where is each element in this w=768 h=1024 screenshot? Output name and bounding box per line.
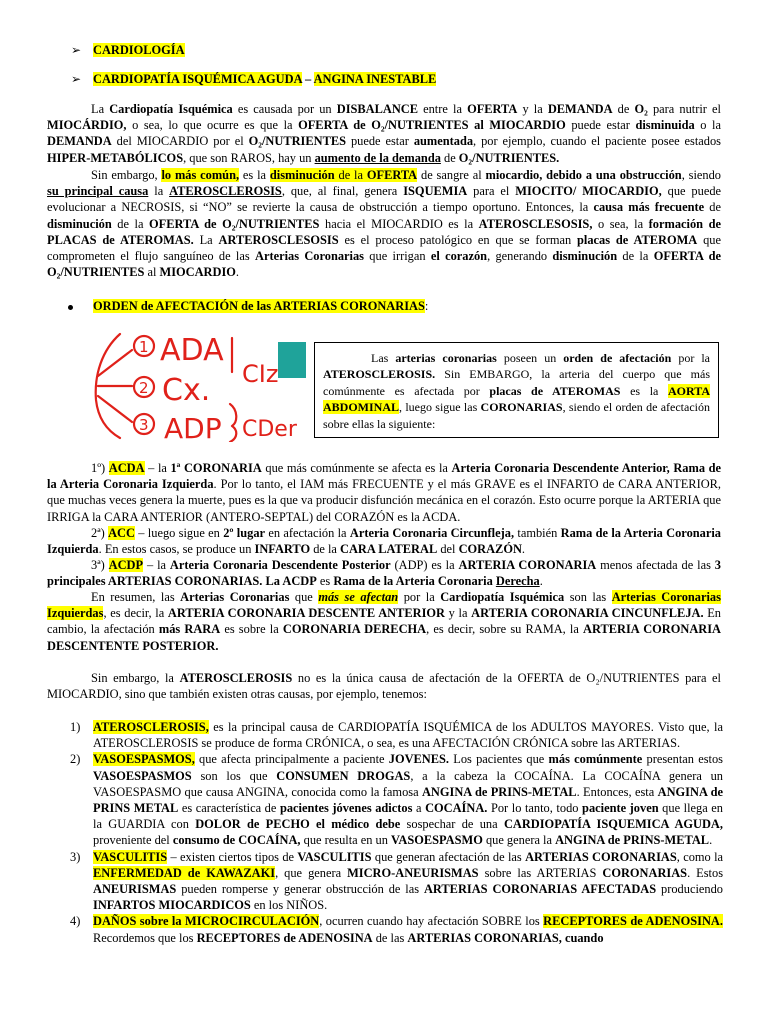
intro-paragraph: La Cardiopatía Isquémica es causada por un DISBALANCE entre la OFERTA y la DEMANDA de O₂ para nutrir el MIOCÁRDIO, o sea, lo que ocurre es que la OFERTA de O₂/NUTRIENTES al MIOCARDIO puede estar disminuida o la DEMANDA del MIOCARDIO por el O₂/NUTRIENTES puede estar aumentada, por ejemplo, cuando el paciente posee estados HIPER-METABÓLICOS, que son RAROS, hay un aumento de la demanda de O₂/NUTRIENTES. xyxy=(47,102,721,165)
heading-cardiopatia: CARDIOPATÍA ISQUÉMICA AGUDA – ANGINA INESTABLE xyxy=(93,72,437,86)
sketch-num-3: 3 xyxy=(139,416,149,434)
obstruction-paragraph: Sin embargo, lo más común, es la disminución de la OFERTA de sangre al miocardio, debido a una obstrucción, siendo su principal causa la ATEROSCLEROSIS, que, al final, genera ISQUEMIA para el MIOCITO/ MIOCARDIO, que puede evolucionar a NECROSIS, si “NO” se revierte la causa de obstrucción a tiempo oportuno. Entonces, la causa más frecuente de disminución de la OFERTA de O₂/NUTRIENTES hacia el MIOCARDIO es la ATEROSCLESOSIS, o sea, la formación de PLACAS de ATEROMAS. La ARTEROSCLESOSIS es el proceso patológico en que se forman placas de ATEROMA que comprometen el flujo sanguíneo de las Arterias Coronarias que irrigan el corazón, generando disminución de la OFERTA de O₂/NUTRIENTES al MIOCARDIO. xyxy=(47,168,722,280)
acc-paragraph: 2ª) ACC – luego sigue en 2º lugar en afectación la Arteria Coronaria Circunfleja, también Rama de la Arteria Coronaria Izquierda. En estos casos, se produce un INFARTO de la CARA LATERAL del CORAZÓN. xyxy=(47,526,721,557)
sketch-label-cx: Cx. xyxy=(162,373,211,408)
sketch-label-ciz: CIz xyxy=(242,360,279,388)
bullet-dot-icon xyxy=(68,305,73,310)
causes-list xyxy=(47,719,723,946)
sketch-label-cder: CDer xyxy=(242,417,297,442)
list-item-vasculitis: 3) VASCULITIS – existen ciertos tipos de VASCULITIS que generan afectación de las ARTERIAS CORONARIAS, como la ENFERMEDAD de KAWAZAKI, que genera MICRO-ANEURISMAS sobre las ARTERIAS CORONARIAS. Estos ANEURISMAS pueden romperse y generar obstrucción de las ARTERIAS CORONARIAS AFECTADAS produciendo INFARTOS MIOCARDICOS en los NIÑOS. xyxy=(70,849,724,913)
handwritten-coronary-sketch xyxy=(92,330,312,442)
arrow-bullet-icon: ➢ xyxy=(71,72,82,86)
summary-paragraph: En resumen, las Arterias Coronarias que más se afectan por la Cardiopatía Isquémica son las Arterias Coronarias Izquierdas, es decir, la ARTERIA CORONARIA DESCENTE ANTERIOR y la ARTERIA CORONARIA CINCUNFLEJA. En cambio, la afectación más RARA es sobre la CORONARIA DERECHA, es decir, sobre su RAMA, la ARTERIA CORONARIA DESCENTENTE POSTERIOR. xyxy=(47,590,722,653)
sketch-teal-mark xyxy=(278,342,306,378)
list-item-vasoespasmos: 2) VASOESPASMOS, que afecta principalmente a paciente JOVENES. Los pacientes que más comúnmente presentan estos VASOESPASMOS son los que CONSUMEN DROGAS, a la cabeza la COCAÍNA. La COCAÍNA genera un VASOESPASMO que causa ANGINA, conocida como la famosa ANGINA de PRINS-METAL. Entonces, esta ANGINA de PRINS METAL es característica de pacientes jóvenes adictos a COCAÍNA. Por lo tanto, todo paciente joven que llega en la GUARDIA con DOLOR de PECHO el médico debe sospechar de una CARDIOPATÍA ISQUEMICA AGUDA, proveniente del consumo de COCAÍNA, que resulta en un VASOESPASMO que genera la ANGINA de PRINS-METAL. xyxy=(70,752,723,848)
list-item-microcirculacion: 4) DAÑOS sobre la MICROCIRCULACIÓN, ocurren cuando hay afectación SOBRE los RECEPTORES de ADENOSINA. Recordemos que los RECEPTORES de ADENOSINA de las ARTERIAS CORONARIAS, cuando xyxy=(70,914,723,945)
note-box: Las arterias coronarias poseen un orden de afectación por la ATEROSCLEROSIS. Sin EMBARGO, la arteria del cuerpo que más comúnmente es afectada por placas de ATEROMAS es la AORTA ABDOMINAL, luego sigue las CORONARIAS, siendo el orden de afectación sobre ellas la siguiente: xyxy=(314,342,719,438)
sketch-label-ada: ADA xyxy=(160,333,224,368)
sketch-label-adp: ADP xyxy=(164,412,222,442)
heading-orden-afectacion: ORDEN de AFECTACIÓN de las ARTERIAS CORONARIAS: xyxy=(93,299,429,313)
heading-cardiologia: CARDIOLOGÍA xyxy=(93,43,185,57)
list-item-aterosclerosis: 1) ATEROSCLEROSIS, es la principal causa de CARDIOPATÍA ISQUÉMICA de los ADULTOS MAYORES. Visto que, la ATEROSCLEROSIS se produce de forma CRÓNICA, o sea, es una AFECTACIÓN CRÓNICA sobre las ARTERIAS. xyxy=(70,720,723,751)
acda-paragraph: 1º) ACDA – la 1ª CORONARIA que más comúnmente se afecta es la Arteria Coronaria Descendente Anterior, Rama de la Arteria Coronaria Izquierda. Por lo tanto, el IAM más FRECUENTE y el más GRAVE es el INFARTO de CARA ANTERIOR, que muchas veces genera la muerte, pues es la que va producir disfunción mecánica en el corazón. Esto ocurre porque la ARTERIA que IRRIGA la CARA ANTERIOR (ANTERO-SEPTAL) del CORAZÓN es la ACDA. xyxy=(47,461,722,524)
sketch-num-1: 1 xyxy=(139,338,149,356)
other-causes-paragraph: Sin embargo, la ATEROSCLEROSIS no es la única causa de afectación de la OFERTA de O₂/NUTRIENTES para el MIOCARDIO, sino que también existen otras causas, por ejemplo, tenemos: xyxy=(47,671,721,702)
arrow-bullet-icon: ➢ xyxy=(71,43,82,57)
sketch-num-2: 2 xyxy=(139,379,149,397)
acdp-paragraph: 3ª) ACDP – la Arteria Coronaria Descendente Posterior (ADP) es la ARTERIA CORONARIA menos afectada de las 3 principales ARTERIAS CORONARIAS. La ACDP es Rama de la Arteria Coronaria Derecha. xyxy=(47,558,721,589)
